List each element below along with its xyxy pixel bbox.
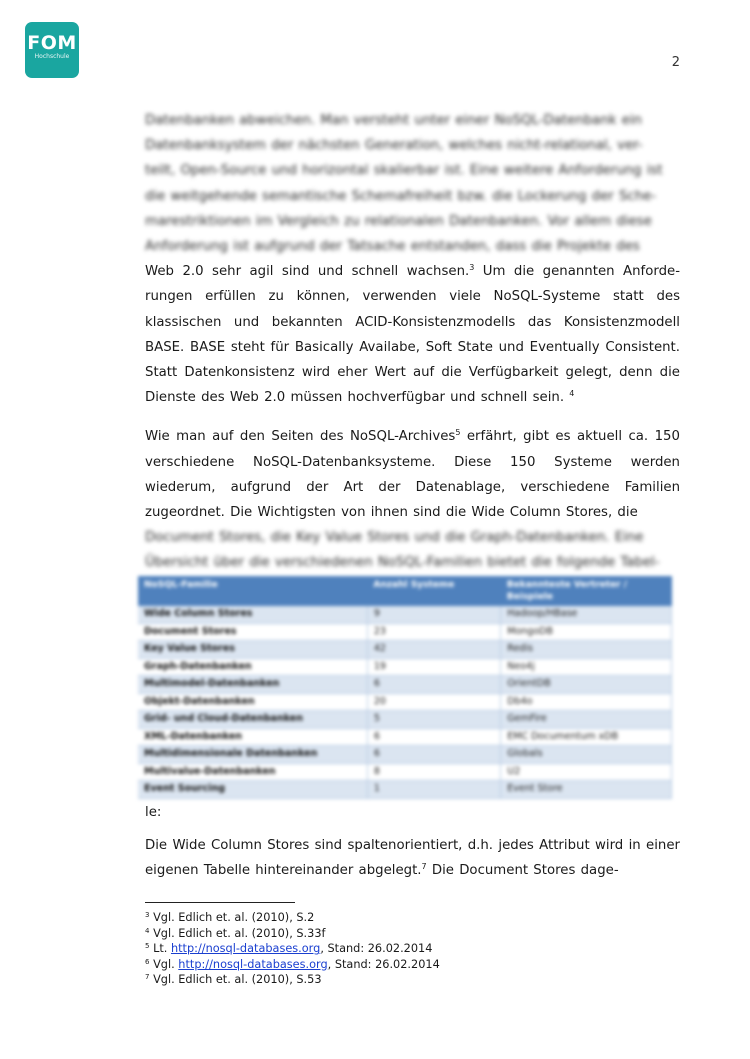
table-cell-count: 42 [367, 641, 500, 659]
footnote-item [145, 926, 680, 942]
table-header-examples: Bekannteste Vertreter / Beispiele [501, 576, 672, 606]
table-row [138, 711, 672, 729]
table-cell-example: Redis [501, 641, 672, 659]
blurred-line: Übersicht über die verschiedenen NoSQL-Familien bietet die folgende Tabel- [145, 555, 660, 571]
footnote-text: Vgl. Edlich et. al. (2010), S.53 [153, 973, 322, 987]
table-cell-count: 5 [367, 711, 500, 729]
table-cell-count: 19 [367, 658, 500, 676]
footnotes [145, 910, 680, 988]
table-cell-example: Hadoop/HBase [501, 606, 672, 623]
logo-text: FOM [27, 32, 77, 54]
paragraph-text: rungen erfüllen zu können, verwenden viele NoSQL-Systeme statt des klassischen und bekannten ACID-Konsistenzmodells das Konsistenzmodell BASE. BASE steht für Basically Availabe, Soft State und Eventually Consistent. Statt Datenkonsistenz wird eher Wert auf die Verfügbarkeit gelegt, denn die Dienste des Web 2.0 müssen hochverfügbar und schnell sein. [145, 289, 680, 406]
table-cell-family: Key Value Stores [138, 641, 367, 659]
table-row [138, 693, 672, 711]
table-row [138, 606, 672, 623]
main-text [145, 108, 680, 576]
table-row [138, 746, 672, 764]
footnote-item [145, 957, 680, 973]
paragraph-tail: le: [145, 805, 162, 820]
table-cell-example: Event Store [501, 781, 672, 799]
paragraph-text: Wie man auf den Seiten des NoSQL-Archives [145, 429, 456, 445]
footnote-ref[interactable]: 3 [469, 263, 475, 273]
table-cell-family: XML-Datenbanken [138, 728, 367, 746]
fom-logo [25, 22, 79, 78]
table-cell-count: 1 [367, 781, 500, 799]
table-cell-family: Event Sourcing [138, 781, 367, 799]
paragraph-base [145, 259, 680, 410]
blurred-paragraph-top [145, 108, 680, 259]
footnote-divider [145, 902, 295, 903]
table-row [138, 641, 672, 659]
blurred-line: Anforderung ist aufgrund der Tatsache entstanden, dass die Projekte des [145, 239, 640, 255]
paragraph-text: erfährt, gibt es aktuell ca. 150 verschiedene NoSQL-Datenbanksysteme. Diese 150 Systeme werden wiederum, aufgrund der Art der Datenablage, verschiedene Familien zugeordnet. Die Wichtigsten von ihnen sind die Wide Column Stores, die [145, 429, 680, 521]
table-cell-example: Db4o [501, 693, 672, 711]
paragraph-body [145, 833, 680, 883]
table-cell-family: Graph-Datenbanken [138, 658, 367, 676]
page-number: 2 [671, 55, 680, 70]
table-row [138, 676, 672, 694]
table-cell-count: 23 [367, 623, 500, 641]
logo-subtext: Hochschule [34, 53, 70, 60]
paragraph-text: Um die genannten Anforde- [474, 264, 680, 280]
table-header-row [138, 576, 672, 606]
blurred-paragraph-mid [145, 525, 680, 575]
footnote-link[interactable]: http://nosql-databases.org [178, 957, 328, 971]
footnote-number: 5 [145, 942, 150, 951]
blurred-line: Datenbanken abweichen. Man versteht unter einer NoSQL-Datenbank ein [145, 113, 642, 128]
footnote-ref[interactable]: 5 [455, 428, 461, 438]
table-row [138, 763, 672, 781]
footnote-prefix: Vgl. [153, 957, 179, 971]
table-row [138, 781, 672, 799]
table-cell-count: 6 [367, 746, 500, 764]
footnote-ref[interactable]: 4 [569, 389, 575, 399]
table-cell-example: U2 [501, 763, 672, 781]
table-cell-family: Multivalue-Datenbanken [138, 763, 367, 781]
footnote-number: 4 [145, 926, 150, 935]
table-cell-family: Document Stores [138, 623, 367, 641]
footnote-ref[interactable]: 7 [421, 862, 427, 872]
paragraph-text: Die Document Stores dage- [426, 863, 619, 879]
table-cell-family: Multimodel-Datenbanken [138, 676, 367, 694]
table-row [138, 623, 672, 641]
paragraph-nosql-archive [145, 424, 680, 525]
table-row [138, 728, 672, 746]
table-row [138, 658, 672, 676]
footnote-text: Vgl. Edlich et. al. (2010), S.33f [153, 926, 326, 940]
footnote-prefix: Lt. [153, 942, 171, 956]
footnote-number: 3 [145, 911, 150, 919]
table-cell-example: EMC Documentum xDB [501, 728, 672, 746]
blurred-line: die weitgehende semantische Schemafreiheit bzw. die Lockerung der Sche- [145, 188, 657, 204]
table-cell-count: 8 [367, 763, 500, 781]
table-header-family: NoSQL-Familie [138, 576, 367, 606]
footnote-suffix: , Stand: 26.02.2014 [327, 957, 440, 971]
table-cell-count: 6 [367, 728, 500, 746]
table-cell-family: Multidimensionale Datenbanken [138, 746, 367, 764]
footnote-item [145, 910, 680, 926]
nosql-families-table [138, 576, 672, 799]
table-cell-example: Globals [501, 746, 672, 764]
table-header-count: Anzahl Systeme [367, 576, 500, 606]
footnote-number: 7 [145, 973, 150, 982]
footnote-number: 6 [145, 957, 150, 966]
blurred-line: marestriktionen im Vergleich zu relationalen Datenbanken. Vor allem diese [145, 213, 652, 229]
footnote-link[interactable]: http://nosql-databases.org [170, 942, 321, 956]
table-cell-example: MongoDB [501, 623, 672, 641]
blurred-line: Datenbanksystem der nächsten Generation, welches nicht-relational, ver- [145, 138, 643, 154]
table-cell-count: 20 [367, 693, 500, 711]
footnote-suffix: , Stand: 26.02.2014 [320, 942, 433, 956]
blurred-line: teilt, Open-Source und horizontal skalierbar ist. Eine weitere Anforderung ist [145, 163, 663, 179]
blurred-line: Document Stores, die Key Value Stores und die Graph-Datenbanken. Eine [145, 530, 644, 546]
table-cell-count: 9 [367, 606, 500, 623]
paragraph-wide-column [145, 833, 680, 883]
table-cell-count: 6 [367, 676, 500, 694]
footnote-item [145, 972, 680, 988]
footnote-text: Vgl. Edlich et. al. (2010), S.2 [153, 911, 315, 924]
table-cell-family: Wide Column Stores [138, 606, 367, 623]
table-cell-example: Neo4j [501, 658, 672, 676]
table-cell-example: GemFire [501, 711, 672, 729]
paragraph-text: Die Wide Column Stores sind spaltenorientiert, d.h. jedes Attribut wird in einer eigenen Tabelle hintereinander abgelegt. [145, 838, 680, 879]
footnote-item [145, 941, 680, 957]
table-cell-family: Grid- und Cloud-Datenbanken [138, 711, 367, 729]
table-cell-example: OrientDB [501, 676, 672, 694]
table-cell-family: Objekt-Datenbanken [138, 693, 367, 711]
paragraph-text: Web 2.0 sehr agil sind und schnell wachsen. [145, 264, 470, 280]
